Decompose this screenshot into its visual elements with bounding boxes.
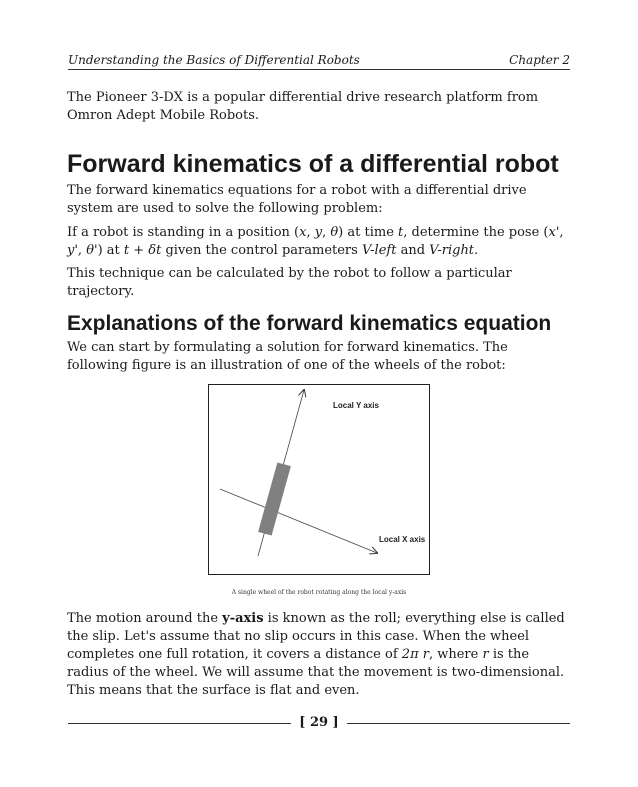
- wheel-diagram: [209, 385, 431, 576]
- header-chapter: Chapter 2: [509, 53, 570, 67]
- section-heading-explanations: Explanations of the forward kinematics equation: [67, 312, 552, 335]
- final-paragraph: The motion around the y-axis is known as the roll; everything else is called the slip. Let's assume that no slip occurs in this case. When the wheel completes one full rotation, it covers a distance of 2π r, where r is the radius of the wheel. We will assume that the movement is two-dimensional. This means that the surface is flat and even.: [67, 611, 565, 698]
- section-heading-forward-kinematics: Forward kinematics of a differential robot: [67, 150, 559, 178]
- page-footer: [68, 714, 570, 732]
- local-x-axis-label: Local X axis: [379, 535, 426, 544]
- header-book-title: Understanding the Basics of Differential Robots: [68, 53, 360, 67]
- page-number: [ 29 ]: [291, 715, 346, 730]
- section2-paragraph-1: We can start by formulating a solution for forward kinematics. The following figure is an illustration of one of the wheels of the robot:: [67, 340, 508, 373]
- local-y-axis-label: Local Y axis: [333, 401, 379, 410]
- section1-paragraph-3: This technique can be calculated by the robot to follow a particular trajectory.: [67, 266, 512, 299]
- running-header: [68, 53, 570, 70]
- intro-paragraph: The Pioneer 3-DX is a popular differential drive research platform from Omron Adept Mobile Robots.: [67, 90, 539, 123]
- wheel-figure: [208, 384, 430, 575]
- section1-paragraph-1: The forward kinematics equations for a robot with a differential drive system are used to solve the following problem:: [67, 183, 527, 216]
- local-x-axis-line: [220, 489, 377, 553]
- wheel-shape: [258, 462, 291, 535]
- figure-caption: A single wheel of the robot rotating along the local y-axis: [231, 589, 407, 596]
- section1-paragraph-2: If a robot is standing in a position (x, y, θ) at time t, determine the pose (x', y', θ') at t + δt given the control parameters V-left and V-right.: [67, 225, 564, 258]
